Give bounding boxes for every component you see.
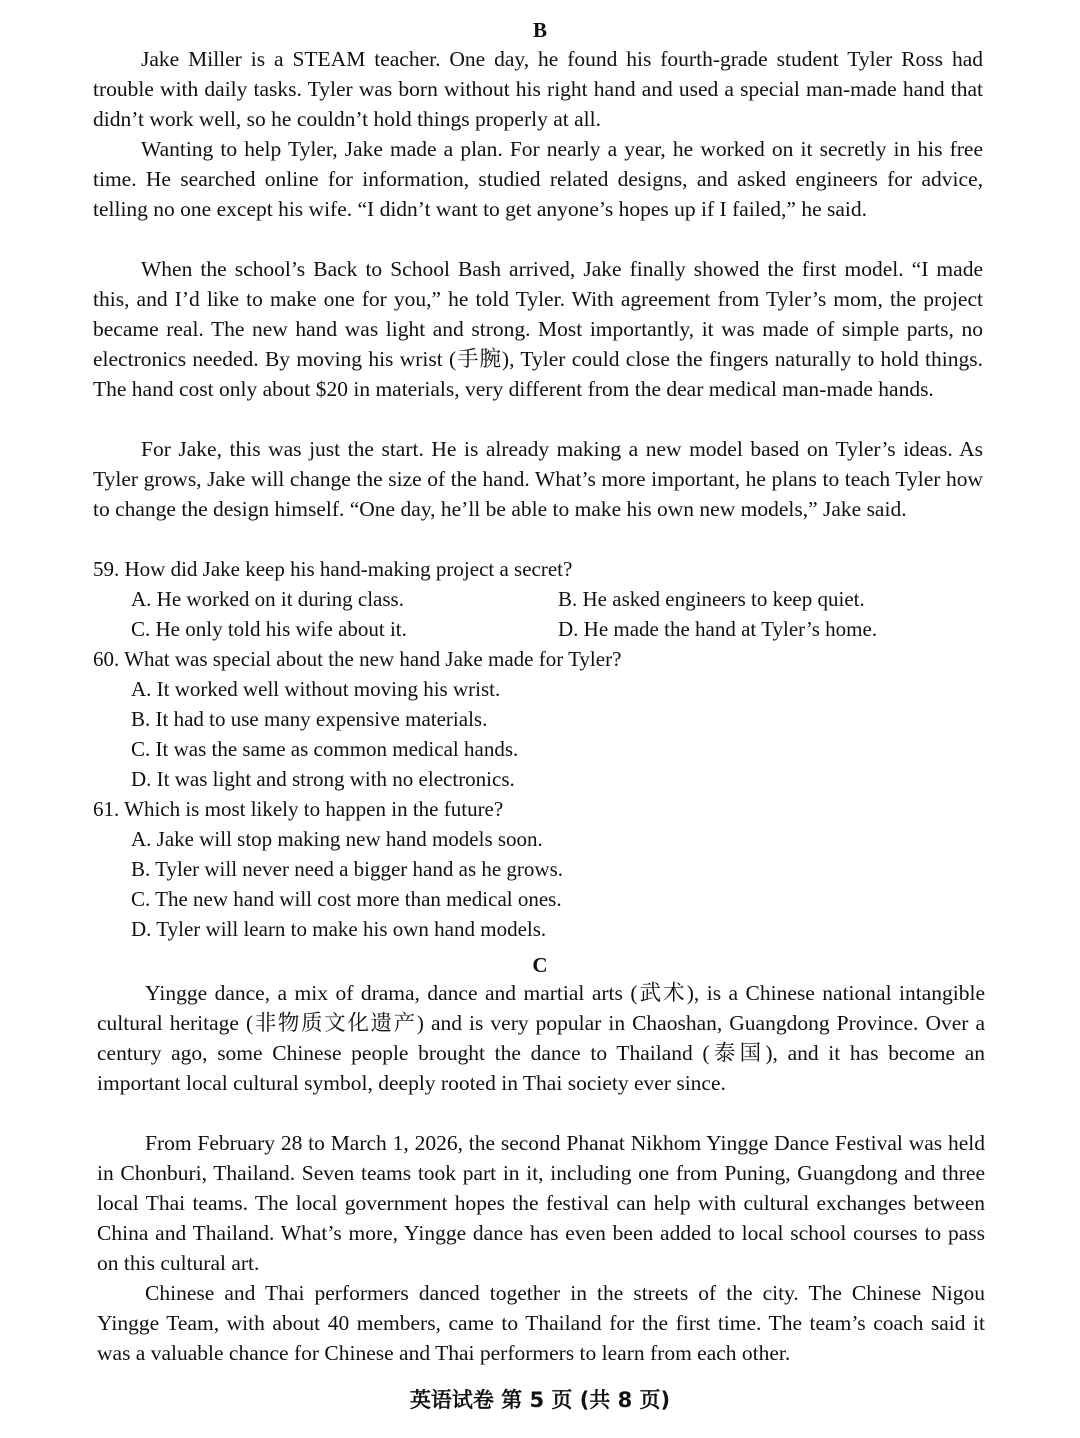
question-61-option-a[interactable]: A. Jake will stop making new hand models soon. <box>131 827 543 851</box>
passage-c-paragraph-2: From February 28 to March 1, 2026, the second Phanat Nikhom Yingge Dance Festival was held in Chonburi, Thailand. Seven teams took part in it, including one from Puning, Guangdong and three local Thai teams. The local government hopes the festival can help with cultural exchanges between China and Thailand. What’s more, Yingge dance has even been added to local school courses to pass on this cultural art. <box>97 1131 985 1275</box>
question-59-option-a[interactable]: A. He worked on it during class. <box>131 587 404 611</box>
page-footer: 英语试卷 第 5 页 (共 8 页) <box>409 1388 671 1412</box>
question-59-stem: 59. How did Jake keep his hand-making project a secret? <box>93 557 573 581</box>
question-60-option-d[interactable]: D. It was light and strong with no electronics. <box>131 767 515 791</box>
passage-b-paragraph-4: For Jake, this was just the start. He is already making a new model based on Tyler’s ideas. As Tyler grows, Jake will change the size of the hand. What’s more important, he plans to teach Tyler how to change the design himself. “One day, he’ll be able to make his own new models,” Jake said. <box>93 437 983 521</box>
question-61-option-d[interactable]: D. Tyler will learn to make his own hand models. <box>131 917 547 941</box>
question-60-option-c[interactable]: C. It was the same as common medical hands. <box>131 737 519 761</box>
question-60-option-b[interactable]: B. It had to use many expensive materials. <box>131 707 488 731</box>
question-60-stem: 60. What was special about the new hand Jake made for Tyler? <box>93 647 622 671</box>
question-61-stem: 61. Which is most likely to happen in the future? <box>93 797 504 821</box>
section-b-heading: B <box>532 18 547 42</box>
question-59-option-d[interactable]: D. He made the hand at Tyler’s home. <box>558 617 878 641</box>
question-61-option-b[interactable]: B. Tyler will never need a bigger hand as he grows. <box>131 857 564 881</box>
section-c-heading: C <box>532 953 548 977</box>
question-61-option-c[interactable]: C. The new hand will cost more than medical ones. <box>131 887 562 911</box>
question-60-option-a[interactable]: A. It worked well without moving his wrist. <box>131 677 501 701</box>
passage-c-paragraph-3: Chinese and Thai performers danced together in the streets of the city. The Chinese Nigou Yingge Team, with about 40 members, came to Thailand for the first time. The team’s coach said it was a valuable chance for Chinese and Thai performers to learn from each other. <box>97 1281 985 1365</box>
passage-b-paragraph-1: Jake Miller is a STEAM teacher. One day, he found his fourth-grade student Tyler Ross had trouble with daily tasks. Tyler was born without his right hand and used a special man-made hand that didn’t work well, so he couldn’t hold things properly at all. <box>93 47 983 131</box>
passage-c-paragraph-1: Yingge dance, a mix of drama, dance and martial arts (武术), is a Chinese national intangible cultural heritage (非物质文化遗产) and is very popular in Chaoshan, Guangdong Province. Over a century ago, some Chinese people brought the dance to Thailand (泰国), and it has become an important local cultural symbol, deeply rooted in Thai society ever since. <box>97 981 985 1095</box>
passage-b-paragraph-2: Wanting to help Tyler, Jake made a plan. For nearly a year, he worked on it secretly in his free time. He searched online for information, studied related designs, and asked engineers for advice, telling no one except his wife. “I didn’t want to get anyone’s hopes up if I failed,” he said. <box>93 137 983 221</box>
question-59-option-c[interactable]: C. He only told his wife about it. <box>131 617 407 641</box>
passage-b-paragraph-3: When the school’s Back to School Bash arrived, Jake finally showed the first model. “I made this, and I’d like to make one for you,” he told Tyler. With agreement from Tyler’s mom, the project became real. The new hand was light and strong. Most importantly, it was made of simple parts, no electronics needed. By moving his wrist (手腕), Tyler could close the fingers naturally to hold things. The hand cost only about $20 in materials, very different from the dear medical man-made hands. <box>93 257 983 401</box>
question-59-option-b[interactable]: B. He asked engineers to keep quiet. <box>558 587 865 611</box>
